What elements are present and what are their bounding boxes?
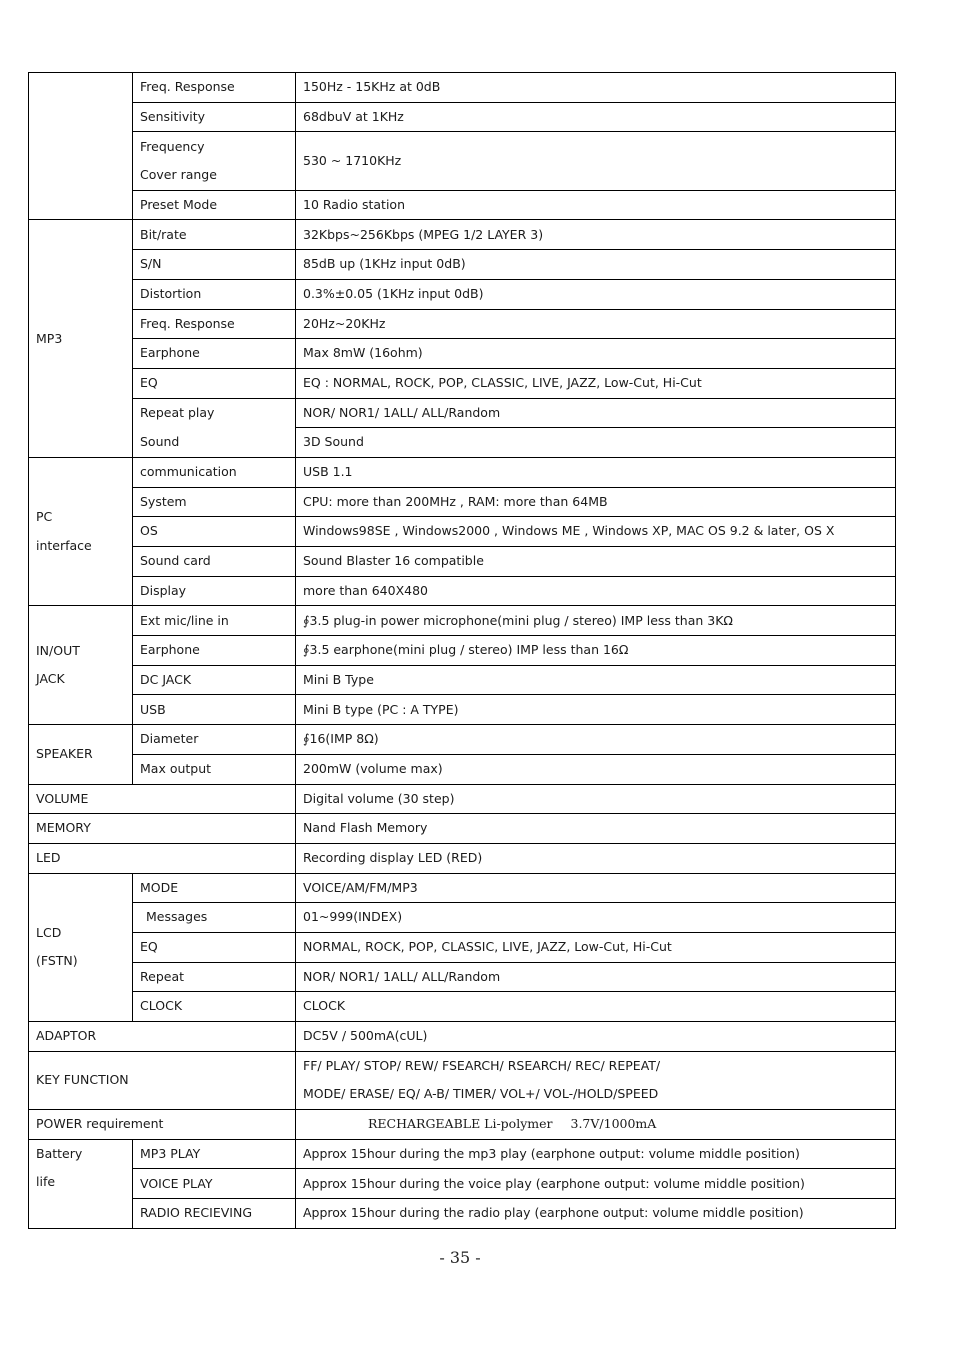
spec-label: VOICE PLAY — [133, 1169, 296, 1199]
table-row — [29, 665, 896, 695]
table-row — [29, 754, 896, 784]
spec-value: 0.3%±0.05 (1KHz input 0dB) — [296, 279, 896, 309]
spec-value: USB 1.1 — [296, 457, 896, 487]
spec-value: Max 8mW (16ohm) — [296, 339, 896, 369]
spec-value: more than 640X480 — [296, 576, 896, 606]
table-row — [29, 487, 896, 517]
spec-value: 20Hz~20KHz — [296, 309, 896, 339]
spec-label — [133, 398, 296, 457]
spec-label-line: Cover range — [140, 167, 217, 183]
spec-value: ∮3.5 plug-in power microphone(mini plug / stereo) IMP less than 3KΩ — [296, 606, 896, 636]
group-label — [29, 606, 133, 725]
spec-label: Sensitivity — [133, 102, 296, 132]
table-row — [29, 398, 896, 428]
spec-value: ∮3.5 earphone(mini plug / stereo) IMP less than 16Ω — [296, 636, 896, 666]
spec-value: 3D Sound — [296, 428, 896, 458]
table-row — [29, 73, 896, 103]
spec-value: ∮16(IMP 8Ω) — [296, 725, 896, 755]
spec-label: Ext mic/line in — [133, 606, 296, 636]
table-row — [29, 517, 896, 547]
table-row — [29, 962, 896, 992]
group-label-line: JACK — [36, 671, 65, 687]
table-row — [29, 932, 896, 962]
spec-value: Mini B type (PC : A TYPE) — [296, 695, 896, 725]
table-row — [29, 1139, 896, 1169]
table-row — [29, 339, 896, 369]
spec-value: Approx 15hour during the radio play (earphone output: volume middle position) — [296, 1199, 896, 1229]
group-label-line: Battery — [36, 1145, 83, 1161]
spec-label-line: Repeat play — [140, 405, 215, 421]
group-label-line: PC — [36, 509, 53, 525]
spec-label: Earphone — [133, 339, 296, 369]
page-number: - 35 - — [439, 1248, 481, 1267]
spec-value: Mini B Type — [296, 665, 896, 695]
table-row — [29, 547, 896, 577]
spec-label: EQ — [133, 932, 296, 962]
spec-value: Recording display LED (RED) — [296, 843, 896, 873]
spec-value: 10 Radio station — [296, 190, 896, 220]
table-row — [29, 873, 896, 903]
spec-value: Approx 15hour during the mp3 play (earphone output: volume middle position) — [296, 1139, 896, 1169]
spec-label: POWER requirement — [29, 1110, 296, 1140]
spec-label: System — [133, 487, 296, 517]
group-label-line: (FSTN) — [36, 953, 78, 969]
spec-label: OS — [133, 517, 296, 547]
spec-label: DC JACK — [133, 665, 296, 695]
table-row — [29, 132, 896, 190]
group-label-line: interface — [36, 537, 92, 553]
spec-label: Sound card — [133, 547, 296, 577]
spec-label: Messages — [133, 903, 296, 933]
spec-value: 200mW (volume max) — [296, 754, 896, 784]
table-row — [29, 1110, 896, 1140]
group-label — [29, 1139, 133, 1228]
table-row — [29, 1169, 896, 1199]
table-row — [29, 843, 896, 873]
power-type: RECHARGEABLE Li-polymer — [368, 1116, 553, 1132]
spec-label: Preset Mode — [133, 190, 296, 220]
table-row — [29, 250, 896, 280]
table-row — [29, 190, 896, 220]
spec-label: VOLUME — [29, 784, 296, 814]
spec-label: RADIO RECIEVING — [133, 1199, 296, 1229]
table-row — [29, 102, 896, 132]
spec-label: CLOCK — [133, 992, 296, 1022]
spec-label: Distortion — [133, 279, 296, 309]
spec-value: Windows98SE , Windows2000 , Windows ME , Windows XP, MAC OS 9.2 & later, OS X — [296, 517, 896, 547]
power-rating: 3.7V/1000mA — [570, 1116, 657, 1132]
spec-value — [296, 1110, 896, 1140]
spec-label: MEMORY — [29, 814, 296, 844]
spec-label: Bit/rate — [133, 220, 296, 250]
spec-value: CLOCK — [296, 992, 896, 1022]
spec-label: KEY FUNCTION — [29, 1051, 296, 1109]
spec-value-line: FF/ PLAY/ STOP/ REW/ FSEARCH/ RSEARCH/ REC/ REPEAT/ — [303, 1058, 661, 1074]
spec-label: USB — [133, 695, 296, 725]
spec-label: communication — [133, 457, 296, 487]
spec-label: MP3 PLAY — [133, 1139, 296, 1169]
spec-value: NOR/ NOR1/ 1ALL/ ALL/Random — [296, 398, 896, 428]
spec-value: Sound Blaster 16 compatible — [296, 547, 896, 577]
spec-value — [296, 1051, 896, 1109]
spec-label: Repeat — [133, 962, 296, 992]
table-row — [29, 220, 896, 250]
spec-label: Diameter — [133, 725, 296, 755]
spec-label: EQ — [133, 368, 296, 398]
spec-label: Freq. Response — [133, 73, 296, 103]
spec-label: ADAPTOR — [29, 1022, 296, 1052]
spec-value: 530 ~ 1710KHz — [296, 132, 896, 190]
group-cell-radio — [29, 73, 133, 220]
group-label: SPEAKER — [29, 725, 133, 784]
group-label: MP3 — [29, 220, 133, 458]
spec-label — [133, 132, 296, 190]
spec-value: 68dbuV at 1KHz — [296, 102, 896, 132]
spec-label: Display — [133, 576, 296, 606]
spec-value: DC5V / 500mA(cUL) — [296, 1022, 896, 1052]
spec-label: S/N — [133, 250, 296, 280]
table-row — [29, 279, 896, 309]
spec-label: MODE — [133, 873, 296, 903]
spec-label: LED — [29, 843, 296, 873]
table-row — [29, 814, 896, 844]
table-row — [29, 1199, 896, 1229]
spec-value: 150Hz - 15KHz at 0dB — [296, 73, 896, 103]
table-row — [29, 636, 896, 666]
spec-value: CPU: more than 200MHz , RAM: more than 64MB — [296, 487, 896, 517]
spec-value: NORMAL, ROCK, POP, CLASSIC, LIVE, JAZZ, Low-Cut, Hi-Cut — [296, 932, 896, 962]
table-row — [29, 695, 896, 725]
spec-value: EQ : NORMAL, ROCK, POP, CLASSIC, LIVE, JAZZ, Low-Cut, Hi-Cut — [296, 368, 896, 398]
spec-value-line: MODE/ ERASE/ EQ/ A-B/ TIMER/ VOL+/ VOL-/HOLD/SPEED — [303, 1086, 659, 1102]
table-row — [29, 1051, 896, 1109]
spec-label: Max output — [133, 754, 296, 784]
group-label-line: IN/OUT — [36, 642, 80, 658]
spec-value: 85dB up (1KHz input 0dB) — [296, 250, 896, 280]
spec-value: VOICE/AM/FM/MP3 — [296, 873, 896, 903]
group-label — [29, 457, 133, 605]
table-row — [29, 903, 896, 933]
table-row — [29, 457, 896, 487]
spec-label: Freq. Response — [133, 309, 296, 339]
table-row — [29, 784, 896, 814]
spec-label-line: Sound — [140, 433, 180, 449]
spec-value: Digital volume (30 step) — [296, 784, 896, 814]
spec-value: 32Kbps~256Kbps (MPEG 1/2 LAYER 3) — [296, 220, 896, 250]
table-row — [29, 606, 896, 636]
spec-label-line: Frequency — [140, 138, 205, 154]
spec-value: Nand Flash Memory — [296, 814, 896, 844]
table-row — [29, 725, 896, 755]
spec-value: 01~999(INDEX) — [296, 903, 896, 933]
table-row — [29, 992, 896, 1022]
group-label — [29, 873, 133, 1021]
group-label-line: life — [36, 1174, 56, 1190]
table-row — [29, 309, 896, 339]
table-row — [29, 576, 896, 606]
spec-label: Earphone — [133, 636, 296, 666]
spec-value: NOR/ NOR1/ 1ALL/ ALL/Random — [296, 962, 896, 992]
table-row — [29, 1022, 896, 1052]
spec-table — [28, 72, 896, 1229]
spec-value: Approx 15hour during the voice play (earphone output: volume middle position) — [296, 1169, 896, 1199]
group-label-line: LCD — [36, 924, 62, 940]
table-row — [29, 368, 896, 398]
